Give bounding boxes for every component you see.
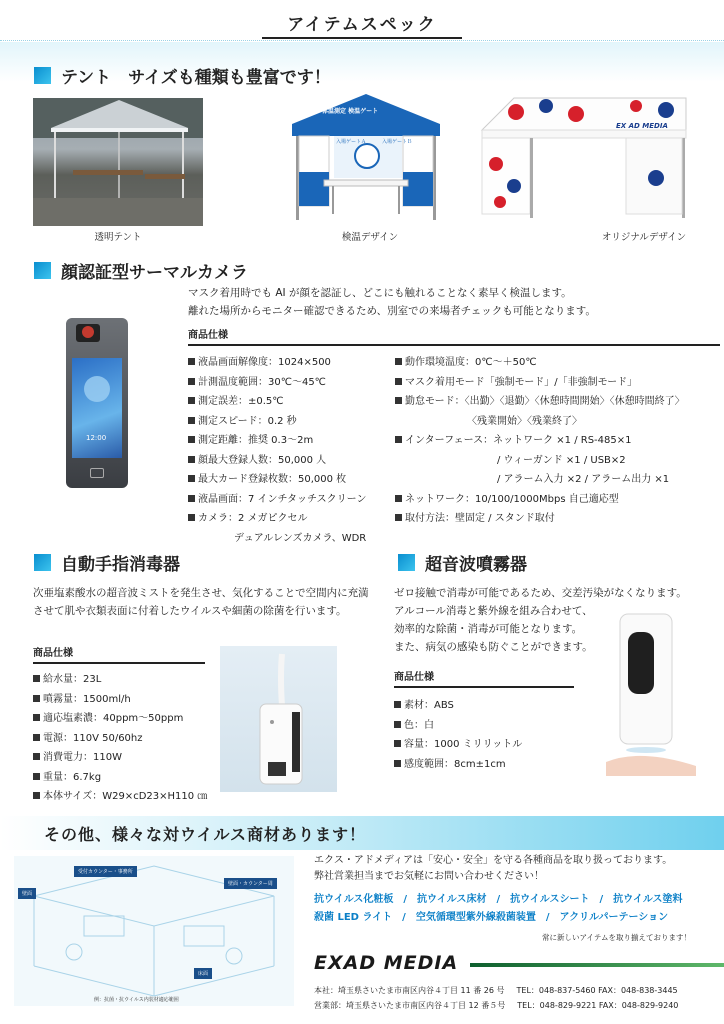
camera-spec-heading: 商品仕様 <box>188 326 720 346</box>
sprayer-desc-line: 効率的な除菌・消毒が可能となります。 <box>394 623 583 635</box>
camera-spec-list-left <box>188 353 366 548</box>
list-item: カメラ：2 メガピクセル <box>188 509 366 529</box>
other-intro-2: 弊社営業担当までお気軽にお問い合わせください！ <box>314 871 544 882</box>
list-item: / アラーム入力 ×2 / アラーム出力 ×1 <box>497 474 670 485</box>
list-item: / ウィーガンド ×1 / USB×2 <box>497 454 626 466</box>
floor-label-floor: 床面 <box>194 968 212 979</box>
footer-hq <box>314 984 678 997</box>
footer-sales <box>314 999 678 1012</box>
gate-a-label: 入場ゲートＡ <box>336 139 367 145</box>
list-item: 最大カード登録枚数：50,000 枚 <box>188 470 366 490</box>
heading-marker-icon <box>34 67 51 84</box>
disinfector-desc: 次亜塩素酸水の超音波ミストを発生させ、気化することで空間内に充満させて肌や衣類表面に付着したウイルスや細菌の除菌を行います。 <box>33 587 369 617</box>
face-scan-icon <box>84 376 110 402</box>
sales-label: 営業部 <box>314 1001 338 1010</box>
caption-original-tent: オリジナルデザイン <box>601 232 687 243</box>
thermal-camera-image <box>66 318 128 488</box>
sprayer-section-heading <box>398 550 527 575</box>
list-item: 動作環境温度：0℃〜＋50℃ <box>395 353 685 373</box>
list-item: 本体サイズ：W29×cD23×H110 ㎝ <box>33 787 207 807</box>
tent-heading-text: テント サイズも種類も豊富です！ <box>61 68 331 88</box>
page-header <box>0 0 724 40</box>
hq-phone: TEL：048-837-5460 FAX：048-838-3445 <box>516 986 678 995</box>
floor-plan-illustration <box>14 856 294 1006</box>
list-item: 消費電力：110W <box>33 748 207 768</box>
camera-screen <box>72 358 122 458</box>
hq-address: ：埼玉県さいたま市南区内谷４丁目 11 番 26 号 <box>330 986 505 995</box>
camera-desc-1: マスク着用時でも AI が顔を認証し、どこにも触れることなく素早く検温します。 <box>188 287 572 299</box>
list-item: 勤怠モード：〈出勤〉〈退勤〉〈休憩時間開始〉〈休憩時間終了〉 <box>395 392 685 412</box>
floor-label-wall-counter: 壁面・カウンター周 <box>224 878 277 889</box>
original-tent-image <box>476 94 694 224</box>
disinfector-section-heading <box>34 550 180 575</box>
camera-spec-list-right <box>395 353 685 529</box>
list-item: デュアルレンズカメラ、WDR <box>234 532 367 544</box>
sprayer-spec-list <box>394 696 522 774</box>
list-item: マスク着用モード「強制モード」/「非強制モード」 <box>395 373 685 393</box>
list-item: 計測温度範囲：30℃〜45℃ <box>188 373 366 393</box>
screen-time: 12:00 <box>86 434 107 442</box>
list-item: 測定距離：推奨 0.3〜2m <box>188 431 366 451</box>
gate-b-label: 入場ゲートＢ <box>382 139 413 145</box>
list-item: 液晶画面解像度：1024×500 <box>188 353 366 373</box>
fingerprint-icon <box>90 468 104 478</box>
floor-label-wall: 壁面 <box>18 888 36 899</box>
disinfector-heading-text: 自動手指消毒器 <box>61 555 180 575</box>
disinfector-spec-list <box>33 670 207 807</box>
sprayer-photo <box>600 612 704 776</box>
page-title: アイテムスペック <box>287 15 437 35</box>
footer-accent-bar <box>470 963 724 967</box>
list-item: ネットワーク：10/100/1000Mbps 自己適応型 <box>395 490 685 510</box>
floor-plan-caption: 例：抗菌・抗ウイルス内装材適応範囲 <box>94 997 179 1003</box>
title-divider <box>0 40 724 41</box>
banner-text: その他、様々な対ウイルス商材あります！ <box>44 825 367 844</box>
other-products-banner <box>0 816 724 850</box>
list-item: 適応塩素濃：40ppm〜50ppm <box>33 709 207 729</box>
heading-marker-icon <box>34 262 51 279</box>
title-underline <box>262 37 462 39</box>
list-item: 素材：ABS <box>394 696 522 716</box>
sprayer-heading-text: 超音波噴霧器 <box>425 555 527 575</box>
list-item: 電源：110V 50/60hz <box>33 729 207 749</box>
hq-label: 本社 <box>314 986 330 995</box>
camera-section-heading <box>34 258 248 283</box>
lens-icon <box>82 326 94 338</box>
disinfector-spec-heading: 商品仕様 <box>33 644 205 664</box>
list-item: 噴霧量：1500ml/h <box>33 690 207 710</box>
other-note: 常に新しいアイテムを取り揃えております！ <box>542 933 691 942</box>
list-item: 取付方法：壁固定 / スタンド取付 <box>395 509 685 529</box>
sprayer-desc-line: また、病気の感染も防ぐことができます。 <box>394 641 593 653</box>
sprayer-desc-line: アルコール消毒と紫外線を組み合わせて、 <box>394 605 593 617</box>
list-item: 液晶画面：7 インチタッチスクリーン <box>188 490 366 510</box>
camera-desc-2: 離れた場所からモニター確認できるため、別室での来場者チェックも可能となります。 <box>188 305 596 317</box>
heading-marker-icon <box>398 554 415 571</box>
camera-heading-text: 顔認証型サーマルカメラ <box>61 263 248 283</box>
clear-tent-photo <box>33 98 203 226</box>
other-categories-2: 殺菌 LED ライト / 空気循環型紫外線殺菌装置 / アクリルパーテーション <box>314 912 669 923</box>
tent-section-heading <box>34 63 331 88</box>
thermo-tent-image <box>272 94 460 224</box>
company-logo: EXAD MEDIA <box>314 952 459 974</box>
list-item: 重量：6.7kg <box>33 768 207 788</box>
heading-marker-icon <box>34 554 51 571</box>
tent-brand-print: EX AD MEDIA <box>616 122 668 130</box>
thermo-sign-text: 体温測定 検温ゲート <box>322 108 379 115</box>
list-item: 顔最大登録人数：50,000 人 <box>188 451 366 471</box>
list-item: 測定スピード：0.2 秒 <box>188 412 366 432</box>
list-item: 給水量：23L <box>33 670 207 690</box>
sprayer-spec-heading: 商品仕様 <box>394 668 574 688</box>
disinfector-photo <box>220 646 337 792</box>
list-item: 〈残業開始〉〈残業終了〉 <box>467 415 582 427</box>
other-intro-1: エクス・アドメディアは「安心・安全」を守る各種商品を取り扱っております。 <box>314 855 673 866</box>
caption-clear-tent: 透明テント <box>94 232 142 243</box>
sales-address: ：埼玉県さいたま市南区内谷４丁目 12 番５号 <box>338 1001 506 1010</box>
list-item: 色：白 <box>394 716 522 736</box>
list-item: インターフェース：ネットワーク ×1 / RS-485×1 <box>395 431 685 451</box>
sprayer-desc-line: ゼロ接触で消毒が可能であるため、交差汚染がなくなります。 <box>394 587 687 599</box>
list-item: 容量：1000 ミリリットル <box>394 735 522 755</box>
list-item: 測定誤差：±0.5℃ <box>188 392 366 412</box>
floor-label-counter: 受付カウンター・事務所 <box>74 866 137 877</box>
list-item: 感度範囲：8cm±1cm <box>394 755 522 775</box>
caption-thermo-tent: 検温デザイン <box>341 232 399 243</box>
sales-phone: TEL：048-829-9221 FAX：048-829-9240 <box>517 1001 679 1010</box>
other-categories-1: 抗ウイルス化粧板 / 抗ウイルス床材 / 抗ウイルスシート / 抗ウイルス塗料 <box>314 894 683 905</box>
